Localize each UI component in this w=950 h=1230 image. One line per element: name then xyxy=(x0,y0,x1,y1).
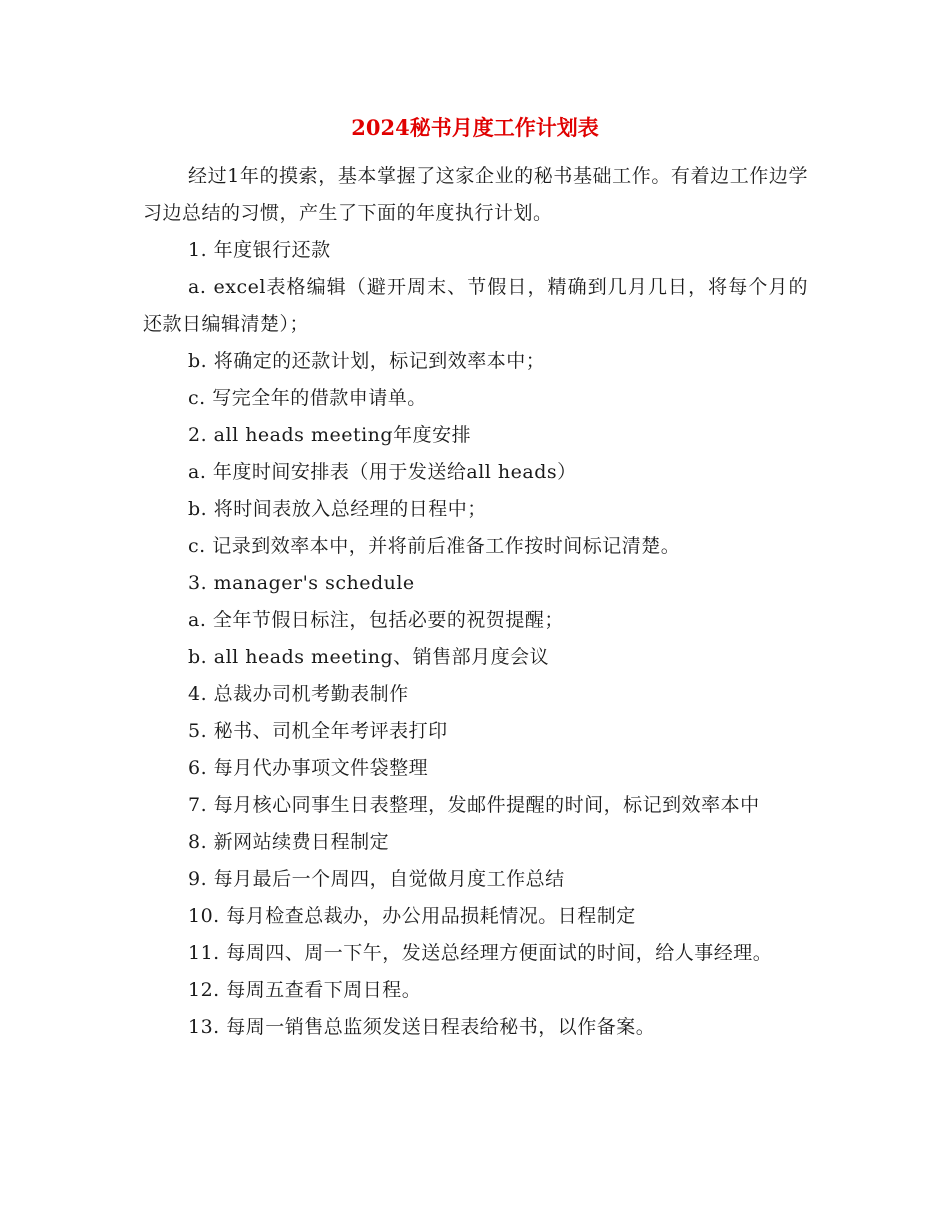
document-title: 2024秘书月度工作计划表 xyxy=(351,115,599,140)
list-item-6: 6. 每月代办事项文件袋整理 xyxy=(188,757,429,779)
section-2-item-a: a. 年度时间安排表（用于发送给all heads） xyxy=(188,461,577,483)
list-item-5: 5. 秘书、司机全年考评表打印 xyxy=(188,720,448,742)
section-2-heading: 2. all heads meeting年度安排 xyxy=(188,424,472,446)
section-1-item-a: a. excel表格编辑（避开周末、节假日，精确到几月几日，将每个月的还款日编辑清楚）； xyxy=(143,276,808,335)
list-item-13: 13. 每周一销售总监须发送日程表给秘书，以作备案。 xyxy=(188,1016,656,1038)
document-body xyxy=(143,158,808,1046)
section-1-item-c: c. 写完全年的借款申请单。 xyxy=(188,387,427,409)
intro-paragraph: 经过1年的摸索，基本掌握了这家企业的秘书基础工作。有着边工作边学习边总结的习惯，产生了下面的年度执行计划。 xyxy=(143,165,808,224)
section-2-item-b: b. 将时间表放入总经理的日程中； xyxy=(188,498,487,520)
list-item-9: 9. 每月最后一个周四，自觉做月度工作总结 xyxy=(188,868,565,890)
list-item-11: 11. 每周四、周一下午，发送总经理方便面试的时间，给人事经理。 xyxy=(188,942,773,964)
section-1-item-b: b. 将确定的还款计划，标记到效率本中； xyxy=(188,350,546,372)
section-3-heading: 3. manager's schedule xyxy=(188,572,415,594)
list-item-10: 10. 每月检查总裁办，办公用品损耗情况。日程制定 xyxy=(188,905,636,927)
list-item-8: 8. 新网站续费日程制定 xyxy=(188,831,390,853)
list-item-4: 4. 总裁办司机考勤表制作 xyxy=(188,683,409,705)
list-item-12: 12. 每周五查看下周日程。 xyxy=(188,979,422,1001)
section-3-item-a: a. 全年节假日标注，包括必要的祝贺提醒； xyxy=(188,609,564,631)
section-2-item-c: c. 记录到效率本中，并将前后准备工作按时间标记清楚。 xyxy=(188,535,681,557)
section-1-heading: 1. 年度银行还款 xyxy=(188,239,331,261)
section-3-item-b: b. all heads meeting、销售部月度会议 xyxy=(188,646,550,668)
list-item-7: 7. 每月核心同事生日表整理，发邮件提醒的时间，标记到效率本中 xyxy=(188,794,760,816)
